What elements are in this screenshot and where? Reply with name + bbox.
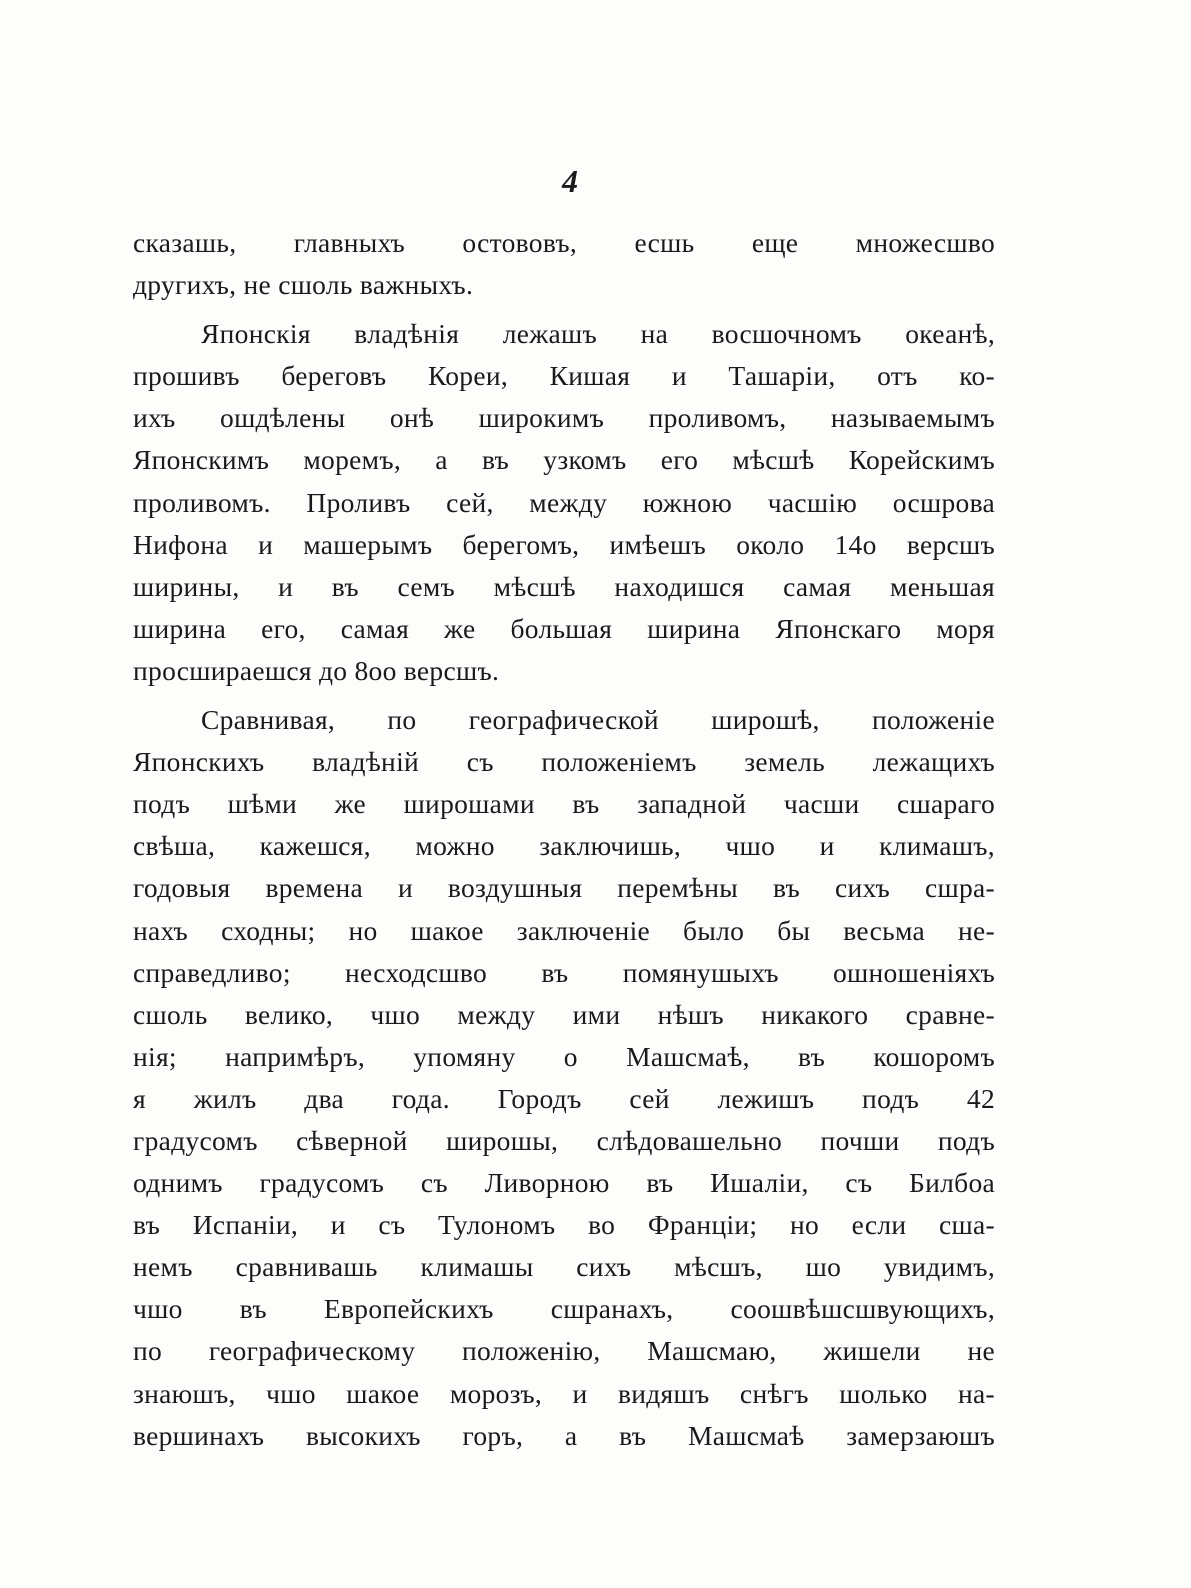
text-line: проливомъ. Проливъ сей, между южною часшію осшрова [133, 486, 995, 518]
text-line: немъ сравнивашь климашы сихъ мѣсшъ, шо увидимъ, [133, 1251, 995, 1283]
paragraph-1 [133, 222, 995, 306]
text-line: годовыя времена и воздушныя перемѣны въ сихъ сшра- [133, 872, 995, 904]
text-line: Японскимъ моремъ, а въ узкомъ его мѣсшѣ Корейскимъ [133, 444, 995, 476]
text-line: ихъ ошдѣлены онѣ широкимъ проливомъ, называемымъ [133, 402, 995, 434]
text-line: нія; напримѣръ, упомяну о Машсмаѣ, въ кошоромъ [133, 1040, 995, 1072]
text-line: сказашь, главныхъ остововъ, есшь еще множесшво [133, 227, 995, 258]
text-line: просшираешся до 8оо версшъ. [133, 654, 500, 686]
text-line: я жилъ два года. Городъ сей лежишъ подъ 42 [133, 1082, 995, 1114]
text-line: чшо въ Европейскихъ сшранахъ, соошвѣшсшвующихъ, [133, 1293, 995, 1325]
paragraph-3 [133, 699, 995, 1457]
text-line: справедливо; несходсшво въ помянушыхъ ошношеніяхъ [133, 956, 995, 988]
paragraph-spacer [133, 306, 995, 313]
text-body [133, 222, 995, 1457]
text-line: сшоль велико, чшо между ими нѣшъ никакого сравне- [133, 998, 995, 1030]
text-line: другихъ, не сшоль важныхъ. [133, 269, 474, 301]
page-number: 4 [562, 163, 578, 199]
text-line: свѣша, кажешся, можно заключишь, чшо и климашъ, [133, 830, 995, 862]
text-line: знаюшъ, чшо шакое морозъ, и видяшъ снѣгъ шолько на- [133, 1377, 995, 1409]
text-line: по географическому положенію, Машсмаю, жишели не [133, 1335, 995, 1367]
paragraph-spacer [133, 692, 995, 699]
text-line: Нифона и машерымъ берегомъ, имѣешъ около 14о версшъ [133, 528, 995, 560]
text-line: Японскія владѣнія лежашъ на восшочномъ океанѣ, [201, 318, 995, 350]
text-line: Японскихъ владѣній съ положеніемъ земель лежащихъ [133, 746, 995, 778]
text-line: въ Испаніи, и съ Тулономъ во Франціи; но если сша- [133, 1209, 995, 1241]
text-line: ширина его, самая же большая ширина Японскаго моря [133, 612, 995, 644]
text-line: нахъ сходны; но шакое заключеніе было бы весьма не- [133, 914, 995, 946]
text-line: Сравнивая, по географической широшѣ, положеніе [201, 704, 995, 736]
text-line: однимъ градусомъ съ Ливорною въ Ишаліи, съ Билбоа [133, 1167, 995, 1199]
paragraph-2 [133, 313, 995, 692]
text-line: градусомъ сѣверной широшы, слѣдовашельно почши подъ [133, 1124, 995, 1156]
text-line: подъ шѣми же широшами въ западной часши сшараго [133, 788, 995, 820]
text-line: вершинахъ высокихъ горъ, а въ Машсмаѣ замерзаюшъ [133, 1419, 995, 1451]
text-line: ширины, и въ семъ мѣсшѣ находишся самая меньшая [133, 570, 995, 602]
text-line: прошивъ береговъ Кореи, Кишая и Ташаріи, отъ ко- [133, 360, 995, 392]
